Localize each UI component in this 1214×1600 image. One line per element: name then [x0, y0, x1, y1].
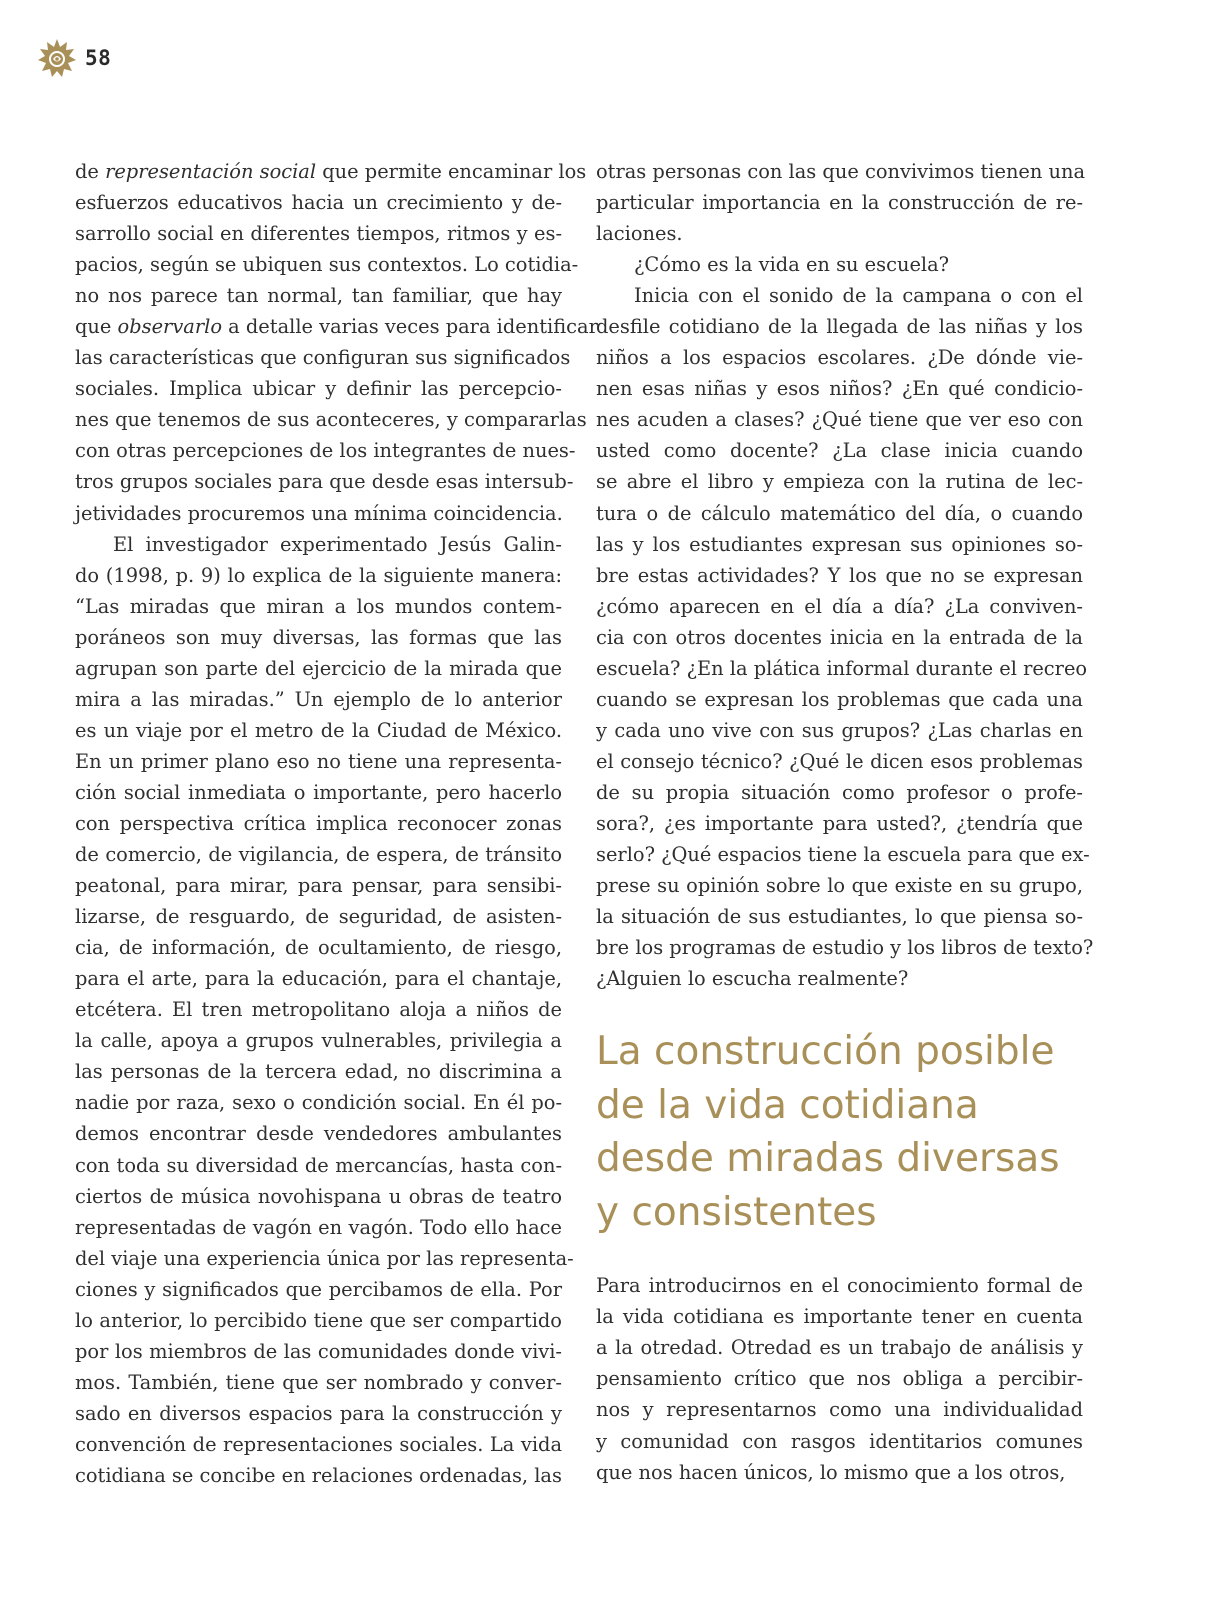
- text-line: agrupan son parte del ejercicio de la mirada que: [75, 656, 562, 680]
- text-line: nadie por raza, sexo o condición social. En él po-: [75, 1091, 562, 1115]
- text-line: cotidiana se concibe en relaciones ordenadas, las: [75, 1463, 562, 1487]
- text-line: do (1998, p. 9) lo explica de la siguiente manera:: [75, 563, 562, 587]
- text-line: del viaje una experiencia única por las representa-: [75, 1246, 574, 1270]
- text-line: sado en diversos espacios para la construcción y: [75, 1401, 562, 1425]
- text-line: lizarse, de resguardo, de seguridad, de asisten-: [75, 905, 562, 929]
- heading-line: de la vida cotidiana: [596, 1082, 979, 1128]
- text-line: [75, 311, 598, 342]
- text-line: sociales. Implica ubicar y definir las percepcio-: [75, 377, 562, 401]
- text-line: con otras percepciones de los integrantes de nues-: [75, 439, 576, 463]
- italic-term: observarlo: [117, 315, 222, 339]
- question-line: [596, 249, 1083, 280]
- heading-line: desde miradas diversas: [596, 1136, 1060, 1182]
- text-line: cia, de información, de ocultamiento, de riesgo,: [75, 936, 562, 960]
- text-line: y comunidad con rasgos identitarios comunes: [596, 1429, 1083, 1453]
- text-line: que nos hacen únicos, lo mismo que a los otros,: [596, 1460, 1066, 1484]
- paragraph: [596, 156, 1086, 249]
- text-line: ¿Alguien lo escucha realmente?: [596, 967, 909, 991]
- text-line: laciones.: [596, 222, 683, 246]
- text-segment: que permite encaminar los: [316, 160, 587, 183]
- text-line: la calle, apoya a grupos vulnerables, privilegia a: [75, 1029, 562, 1053]
- text-line: con toda su diversidad de mercancías, hasta con-: [75, 1153, 562, 1177]
- paragraph: [596, 280, 1094, 994]
- text-line: nes que tenemos de sus aconteceres, y compararlas: [75, 408, 587, 432]
- text-line: es un viaje por el metro de la Ciudad de México.: [75, 718, 562, 742]
- paragraph: [75, 156, 598, 529]
- text-line: [75, 156, 587, 187]
- text-line: de su propia situación como profesor o profe-: [596, 780, 1083, 804]
- text-line: representadas de vagón en vagón. Todo ello hace: [75, 1215, 562, 1239]
- text-segment: de: [75, 160, 106, 183]
- text-line: particular importancia en la construcción de re-: [596, 191, 1083, 215]
- text-line: y cada uno vive con sus grupos? ¿Las charlas en: [596, 718, 1083, 742]
- text-line: con perspectiva crítica implica reconocer zonas: [75, 811, 562, 835]
- text-line: las y los estudiantes expresan sus opiniones so-: [596, 532, 1083, 556]
- text-line: tros grupos sociales para que desde esas intersub-: [75, 470, 574, 494]
- text-line: mira a las miradas.” Un ejemplo de lo anterior: [75, 687, 562, 711]
- paragraph: [596, 1270, 1083, 1487]
- text-line: poráneos son muy diversas, las formas que las: [75, 625, 562, 649]
- text-line: pacios, según se ubiquen sus contextos. Lo cotidia-: [75, 253, 579, 277]
- text-line: demos encontrar desde vendedores ambulantes: [75, 1122, 562, 1146]
- text-line: ¿cómo aparecen en el día a día? ¿La conviven-: [596, 594, 1083, 618]
- text-line: las personas de la tercera edad, no discrimina a: [75, 1060, 562, 1084]
- text-line: se abre el libro y empieza con la rutina de lec-: [596, 470, 1083, 494]
- text-line: de comercio, de vigilancia, de espera, de tránsito: [75, 843, 562, 867]
- text-line: ciones y significados que percibamos de ella. Por: [75, 1277, 562, 1301]
- text-line: nen esas niñas y esos niños? ¿En qué condicio-: [596, 377, 1083, 401]
- text-line: por los miembros de las comunidades donde vivi-: [75, 1339, 562, 1363]
- text-line: ción social inmediata o importante, pero hacerlo: [75, 780, 562, 804]
- text-line: sora?, ¿es importante para usted?, ¿tendría que: [596, 811, 1083, 835]
- text-line: pensamiento crítico que nos obliga a percibir-: [596, 1367, 1083, 1391]
- text-line: desfile cotidiano de la llegada de las niñas y los: [596, 315, 1083, 339]
- text-line: nos y representarnos como una individualidad: [596, 1398, 1083, 1422]
- text-line: sarrollo social en diferentes tiempos, ritmos y es-: [75, 222, 562, 246]
- text-line: bre estas actividades? Y los que no se expresan: [596, 563, 1083, 587]
- text-line: lo anterior, lo percibido tiene que ser compartido: [75, 1308, 562, 1332]
- text-line: Inicia con el sonido de la campana o con el: [634, 284, 1083, 308]
- sun-ornament-icon: [37, 38, 77, 78]
- text-line: nes acuden a clases? ¿Qué tiene que ver eso con: [596, 408, 1083, 432]
- italic-term: representación social: [105, 160, 317, 183]
- text-line: mos. También, tiene que ser nombrado y conver-: [75, 1370, 562, 1394]
- page-number: 58: [85, 46, 112, 70]
- text-line: no nos parece tan normal, tan familiar, que hay: [75, 284, 562, 308]
- text-line: ¿Cómo es la vida en su escuela?: [634, 253, 950, 277]
- text-line: prese su opinión sobre lo que existe en su grupo,: [596, 874, 1083, 898]
- right-column: [596, 156, 1094, 1488]
- text-line: bre los programas de estudio y los libros de texto?: [596, 936, 1094, 960]
- text-line: tura o de cálculo matemático del día, o cuando: [596, 501, 1083, 525]
- text-line: usted como docente? ¿La clase inicia cuando: [596, 439, 1083, 463]
- text-line: las características que configuran sus significados: [75, 346, 571, 370]
- text-line: el consejo técnico? ¿Qué le dicen esos problemas: [596, 749, 1083, 773]
- heading-line: y consistentes: [596, 1189, 877, 1235]
- text-line: convención de representaciones sociales. La vida: [75, 1432, 562, 1456]
- text-line: jetividades procuremos una mínima coincidencia.: [75, 501, 563, 525]
- text-line: El investigador experimentado Jesús Galin-: [113, 532, 562, 556]
- text-line: niños a los espacios escolares. ¿De dónde vie-: [596, 346, 1083, 370]
- text-line: otras personas con las que convivimos tienen una: [596, 160, 1086, 183]
- text-line: peatonal, para mirar, para pensar, para sensibi-: [75, 874, 562, 898]
- text-line: para el arte, para la educación, para el chantaje,: [75, 967, 562, 991]
- text-line: a la otredad. Otredad es un trabajo de análisis y: [596, 1336, 1083, 1360]
- text-line: la vida cotidiana es importante tener en cuenta: [596, 1305, 1083, 1329]
- text-line: ciertos de música novohispana u obras de teatro: [75, 1184, 562, 1208]
- text-line: escuela? ¿En la plática informal durante el recreo: [596, 656, 1088, 680]
- page-folio: [37, 38, 111, 78]
- section-heading: [596, 1025, 1083, 1239]
- left-column: [75, 156, 598, 1491]
- text-line: En un primer plano eso no tiene una representa-: [75, 749, 562, 773]
- text-line: “Las miradas que miran a los mundos contem-: [75, 594, 562, 618]
- text-segment: que: [75, 315, 118, 339]
- heading-line: La construcción posible: [596, 1029, 1055, 1075]
- text-line: Para introducirnos en el conocimiento formal de: [596, 1274, 1083, 1298]
- text-line: esfuerzos educativos hacia un crecimiento y de-: [75, 191, 562, 215]
- text-line: la situación de sus estudiantes, lo que piensa so-: [596, 905, 1083, 929]
- text-line: cia con otros docentes inicia en la entrada de la: [596, 625, 1083, 649]
- text-segment: a detalle varias veces para identificar: [222, 315, 598, 339]
- text-line: serlo? ¿Qué espacios tiene la escuela para que ex-: [596, 843, 1090, 867]
- paragraph: [75, 529, 574, 1491]
- text-line: cuando se expresan los problemas que cada una: [596, 687, 1083, 711]
- text-line: etcétera. El tren metropolitano aloja a niños de: [75, 998, 562, 1022]
